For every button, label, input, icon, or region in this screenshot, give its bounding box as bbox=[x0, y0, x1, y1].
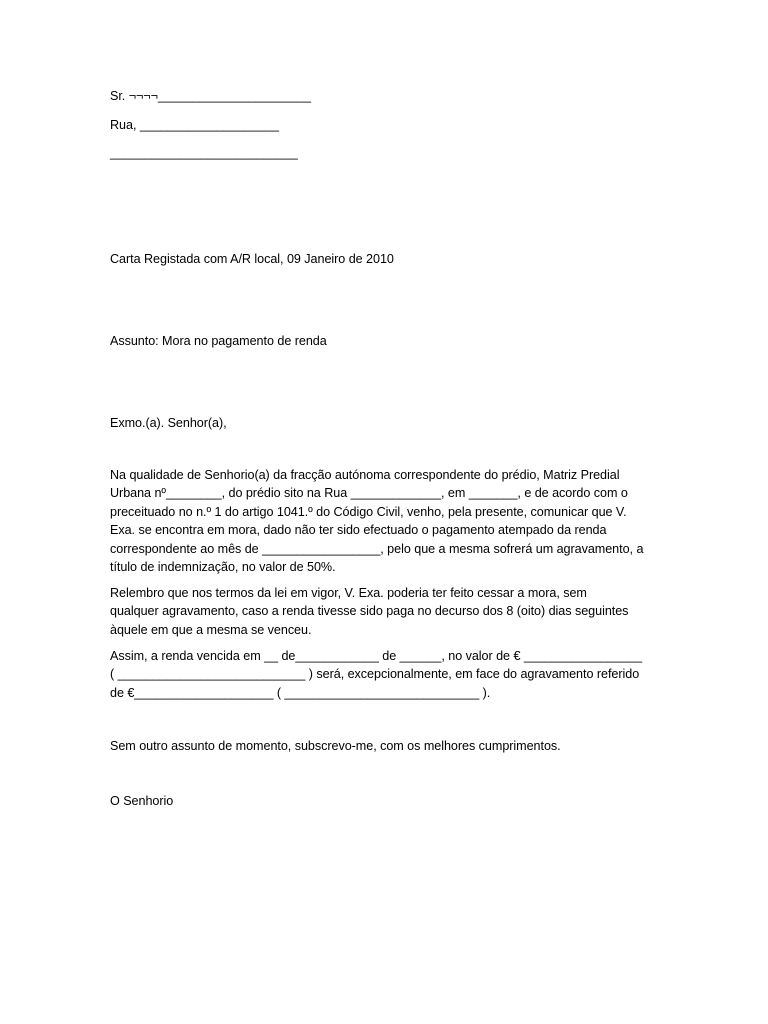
paragraph-1-line: correspondente ao mês de _________________, pelo que a mesma sofrerá um agravamento, a bbox=[110, 541, 644, 556]
recipient-address-line: ___________________________ bbox=[110, 146, 298, 160]
subject-line: Assunto: Mora no pagamento de renda bbox=[110, 334, 327, 348]
paragraph-2-line: àquele em que a mesma se venceu. bbox=[110, 622, 312, 637]
paragraph-3-line: ( ___________________________ ) será, excepcionalmente, em face do agravamento referido bbox=[110, 667, 640, 682]
paragraph-3 bbox=[110, 647, 658, 702]
paragraph-1-line: título de indemnização, no valor de 50%. bbox=[110, 560, 336, 575]
paragraph-2 bbox=[110, 584, 658, 639]
salutation: Exmo.(a). Senhor(a), bbox=[110, 416, 227, 430]
paragraph-1-line: preceituado no n.º 1 do artigo 1041.º do Código Civil, venho, pela presente, comunicar que V. bbox=[110, 504, 627, 519]
signature: O Senhorio bbox=[110, 794, 174, 808]
recipient-street-line: Rua, ____________________ bbox=[110, 118, 279, 132]
paragraph-3-line: de €____________________ ( ____________________________ ). bbox=[110, 685, 491, 700]
paragraph-2-line: Relembro que nos termos da lei em vigor, V. Exa. poderia ter feito cessar a mora, sem bbox=[110, 586, 587, 600]
paragraph-1 bbox=[110, 466, 658, 576]
paragraph-1-line: Na qualidade de Senhorio(a) da fracção autónoma correspondente do prédio, Matriz Predial bbox=[110, 468, 620, 482]
recipient-name-line: Sr. ¬¬¬¬______________________ bbox=[110, 89, 311, 103]
paragraph-2-line: qualquer agravamento, caso a renda tivesse sido paga no decurso dos 8 (oito) dias seguintes bbox=[110, 604, 629, 619]
closing-line: Sem outro assunto de momento, subscrevo-me, com os melhores cumprimentos. bbox=[110, 739, 561, 753]
paragraph-1-line: Exa. se encontra em mora, dado não ter sido efectuado o pagamento atempado da renda bbox=[110, 523, 607, 538]
paragraph-1-line: Urbana nº________, do prédio sito na Rua _____________, em _______, e de acordo com o bbox=[110, 486, 628, 501]
paragraph-3-line: Assim, a renda vencida em __ de____________ de ______, no valor de € _________________ bbox=[110, 649, 643, 663]
dispatch-line: Carta Registada com A/R local, 09 Janeiro de 2010 bbox=[110, 252, 394, 266]
